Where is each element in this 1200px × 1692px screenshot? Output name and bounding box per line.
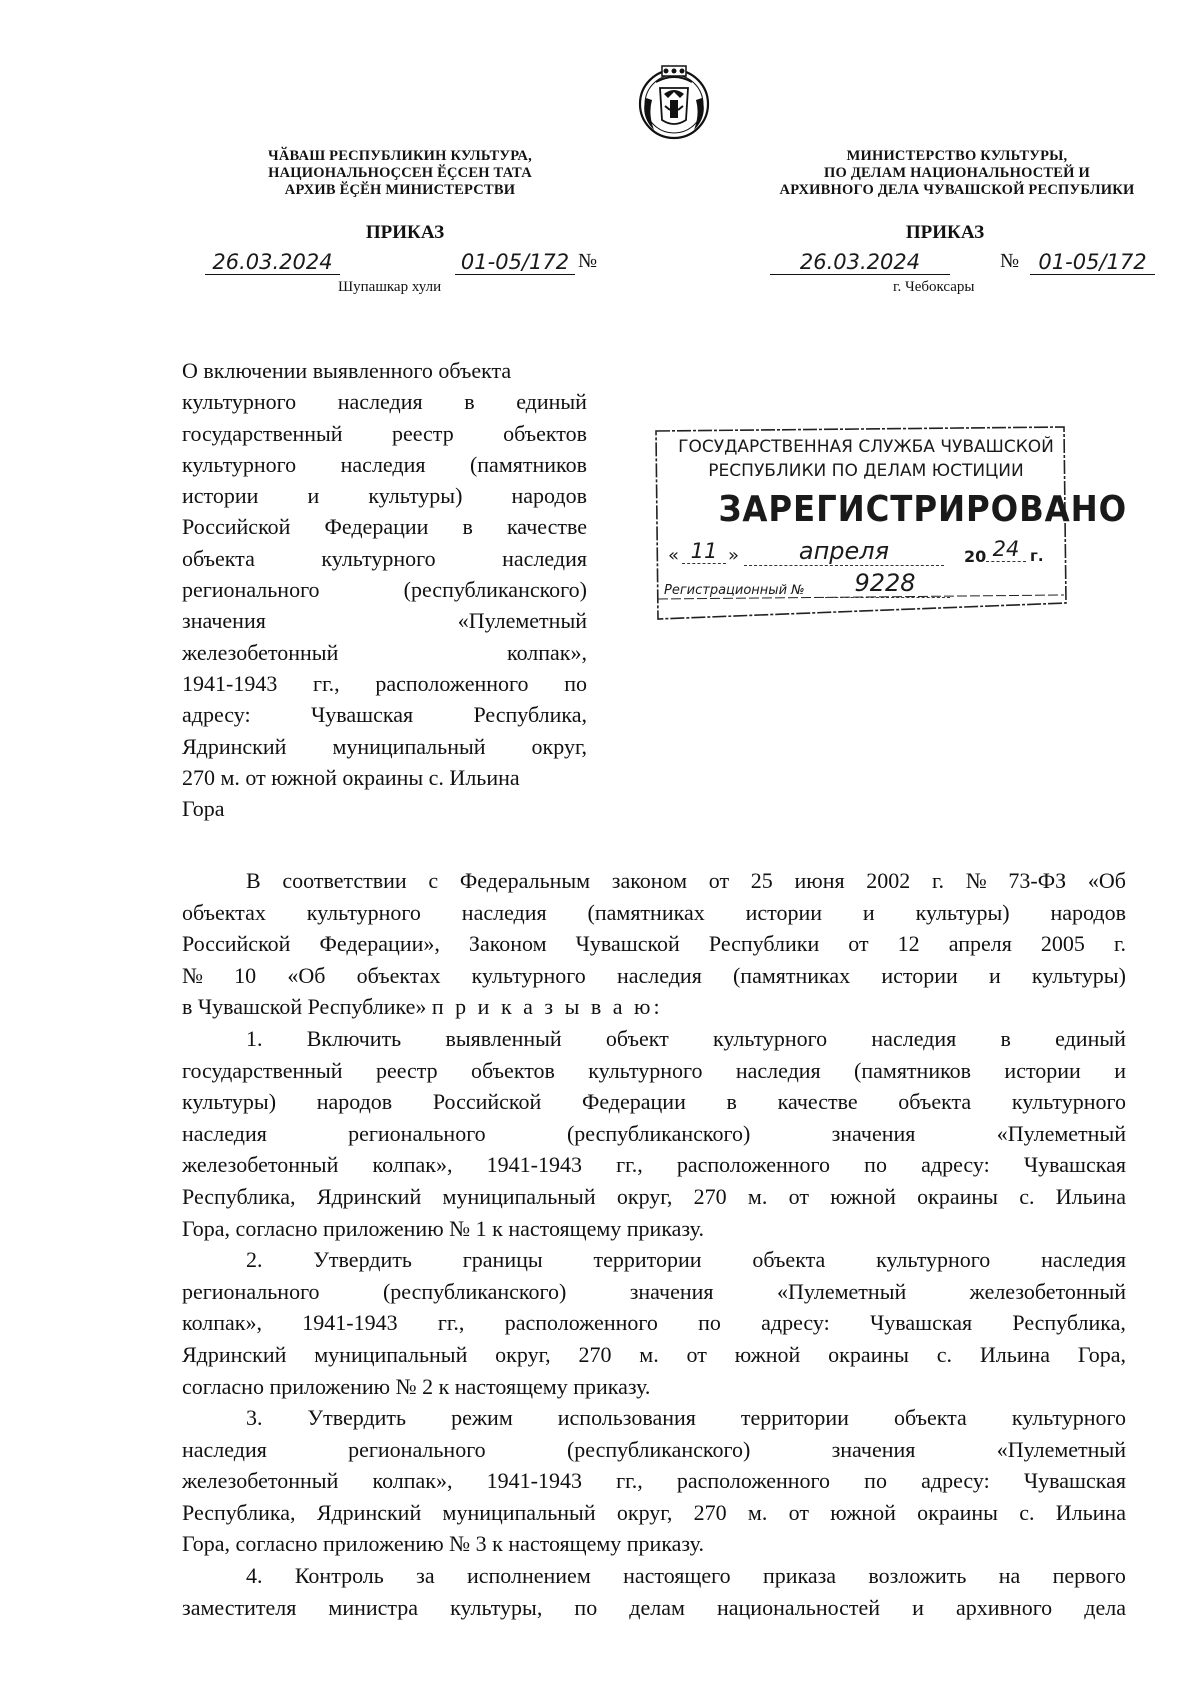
title-line: регионального (республиканского)	[182, 577, 587, 603]
title-line: культурного наследия в единый	[182, 389, 587, 415]
title-line: объекта культурного наследия	[182, 545, 587, 571]
title-line: железобетонный колпак»,	[182, 639, 587, 665]
title-line: Гора	[182, 796, 225, 822]
body-line: наследия регионального (республиканского) значения «Пулеметный	[182, 1120, 1126, 1146]
body-line: Гора, согласно приложению № 1 к настоящему приказу.	[182, 1215, 704, 1241]
header-right-line: АРХИВНОГО ДЕЛА ЧУВАШСКОЙ РЕСПУБЛИКИ	[779, 182, 1135, 198]
body-line: Гора, согласно приложению № 3 к настоящему приказу.	[182, 1531, 704, 1557]
body-line: железобетонный колпак», 1941-1943 гг., расположенного по адресу: Чувашская	[182, 1468, 1126, 1494]
order-body	[182, 865, 1126, 1623]
title-line: Ядринский муниципальный округ,	[182, 733, 587, 759]
title-line: адресу: Чувашская Республика,	[182, 702, 587, 728]
title-line: О включении выявленного объекта	[182, 358, 512, 383]
number-sign-right: №	[1000, 250, 1020, 272]
title-line: значения «Пулеметный	[182, 608, 587, 634]
header-left-line: АРХИВ ӖҪӖН МИНИСТЕРСТВИ	[284, 182, 516, 198]
body-line: согласно приложению № 2 к настоящему приказу.	[182, 1373, 651, 1399]
coat-of-arms-emblem	[632, 58, 716, 142]
stamp-line-2: РЕСПУБЛИКИ ПО ДЕЛАМ ЮСТИЦИИ	[708, 461, 1024, 481]
header-right-ministry-name	[752, 148, 1162, 199]
header-right-line: ПО ДЕЛАМ НАЦИОНАЛЬНОСТЕЙ И	[824, 165, 1090, 181]
body-line: Российской Федерации», Законом Чувашской Республики от 12 апреля 2005 г.	[182, 931, 1126, 957]
stamp-quote-close: »	[728, 545, 740, 566]
intro-last-text: в Чувашской Республике»	[182, 994, 427, 1020]
body-line: заместителя министра культуры, по делам национальностей и архивного дела	[182, 1594, 1126, 1620]
stamp-year-unit: г.	[1030, 547, 1044, 565]
stamp-quote-open: «	[668, 545, 680, 566]
title-line: государственный реестр объектов	[182, 420, 587, 446]
header-left-ministry-name	[215, 148, 585, 199]
order-date-right: 26.03.2024	[770, 250, 950, 275]
title-line: 1941-1943 гг., расположенного по	[182, 670, 587, 696]
body-line: № 10 «Об объектах культурного наследия (памятниках истории и культуры)	[182, 962, 1126, 988]
body-line: 2. Утвердить границы территории объекта культурного наследия	[246, 1247, 1126, 1273]
body-line: колпак», 1941-1943 гг., расположенного по адресу: Чувашская Республика,	[182, 1310, 1126, 1336]
registration-stamp	[652, 423, 1128, 623]
header-left-line: ЧӐВАШ РЕСПУБЛИКИН КУЛЬТУРА,	[268, 148, 532, 164]
stamp-year-prefix: 20	[964, 547, 987, 566]
body-line: 3. Утвердить режим использования территории объекта культурного	[246, 1405, 1126, 1431]
title-line: Российской Федерации в качестве	[182, 514, 587, 540]
number-sign-left: №	[578, 250, 598, 272]
order-title-right: ПРИКАЗ	[905, 222, 985, 243]
stamp-year-suffix: 24	[986, 537, 1026, 562]
body-line: 4. Контроль за исполнением настоящего приказа возложить на первого	[246, 1563, 1126, 1589]
stamp-status: ЗАРЕГИСТРИРОВАНО	[718, 489, 1128, 530]
body-line: объектах культурного наследия (памятниках истории и культуры) народов	[182, 899, 1126, 925]
header-right-line: МИНИСТЕРСТВО КУЛЬТУРЫ,	[846, 148, 1068, 164]
body-line: В соответствии с Федеральным законом от 25 июня 2002 г. № 73-ФЗ «Об	[246, 868, 1126, 893]
body-line: государственный реестр объектов культурного наследия (памятников истории и	[182, 1057, 1126, 1083]
order-title-left: ПРИКАЗ	[365, 222, 445, 243]
body-line: наследия регионального (республиканского) значения «Пулеметный	[182, 1436, 1126, 1462]
body-line: 1. Включить выявленный объект культурного наследия в единый	[246, 1025, 1126, 1051]
stamp-month: апреля	[744, 537, 944, 566]
title-line: культурного наследия (памятников	[182, 451, 587, 477]
body-line: Ядринский муниципальный округ, 270 м. от южной окраины с. Ильина Гора,	[182, 1341, 1126, 1367]
stamp-line-1: ГОСУДАРСТВЕННАЯ СЛУЖБА ЧУВАШСКОЙ	[678, 437, 1054, 457]
body-line: регионального (республиканского) значения «Пулеметный железобетонный	[182, 1278, 1126, 1304]
order-number-right: 01-05/172	[1030, 250, 1155, 275]
stamp-reg-number: 9228	[820, 569, 950, 598]
title-line: 270 м. от южной окраины с. Ильина	[182, 764, 520, 790]
body-line: Республика, Ядринский муниципальный округ, 270 м. от южной окраины с. Ильина	[182, 1183, 1126, 1209]
order-date-left: 26.03.2024	[205, 250, 340, 275]
body-line	[182, 991, 1126, 1023]
order-subject-title	[182, 355, 587, 824]
order-number-left: 01-05/172	[455, 250, 575, 275]
body-line: Республика, Ядринский муниципальный округ, 270 м. от южной окраины с. Ильина	[182, 1499, 1126, 1525]
title-line: истории и культуры) народов	[182, 483, 587, 509]
prikazyvayu-word: п р и к а з ы в а ю:	[431, 994, 663, 1020]
body-line: железобетонный колпак», 1941-1943 гг., расположенного по адресу: Чувашская	[182, 1152, 1126, 1178]
header-left-line: НАЦИОНАЛЬНОҪСЕН ӖҪСЕН ТАТА	[268, 165, 532, 181]
stamp-reg-label: Регистрационный №	[664, 583, 805, 598]
place-right: г. Чебоксары	[893, 279, 975, 295]
stamp-day: 11	[682, 539, 726, 564]
place-left: Шупашкар хули	[338, 279, 442, 295]
body-line: культуры) народов Российской Федерации в качестве объекта культурного	[182, 1089, 1126, 1115]
